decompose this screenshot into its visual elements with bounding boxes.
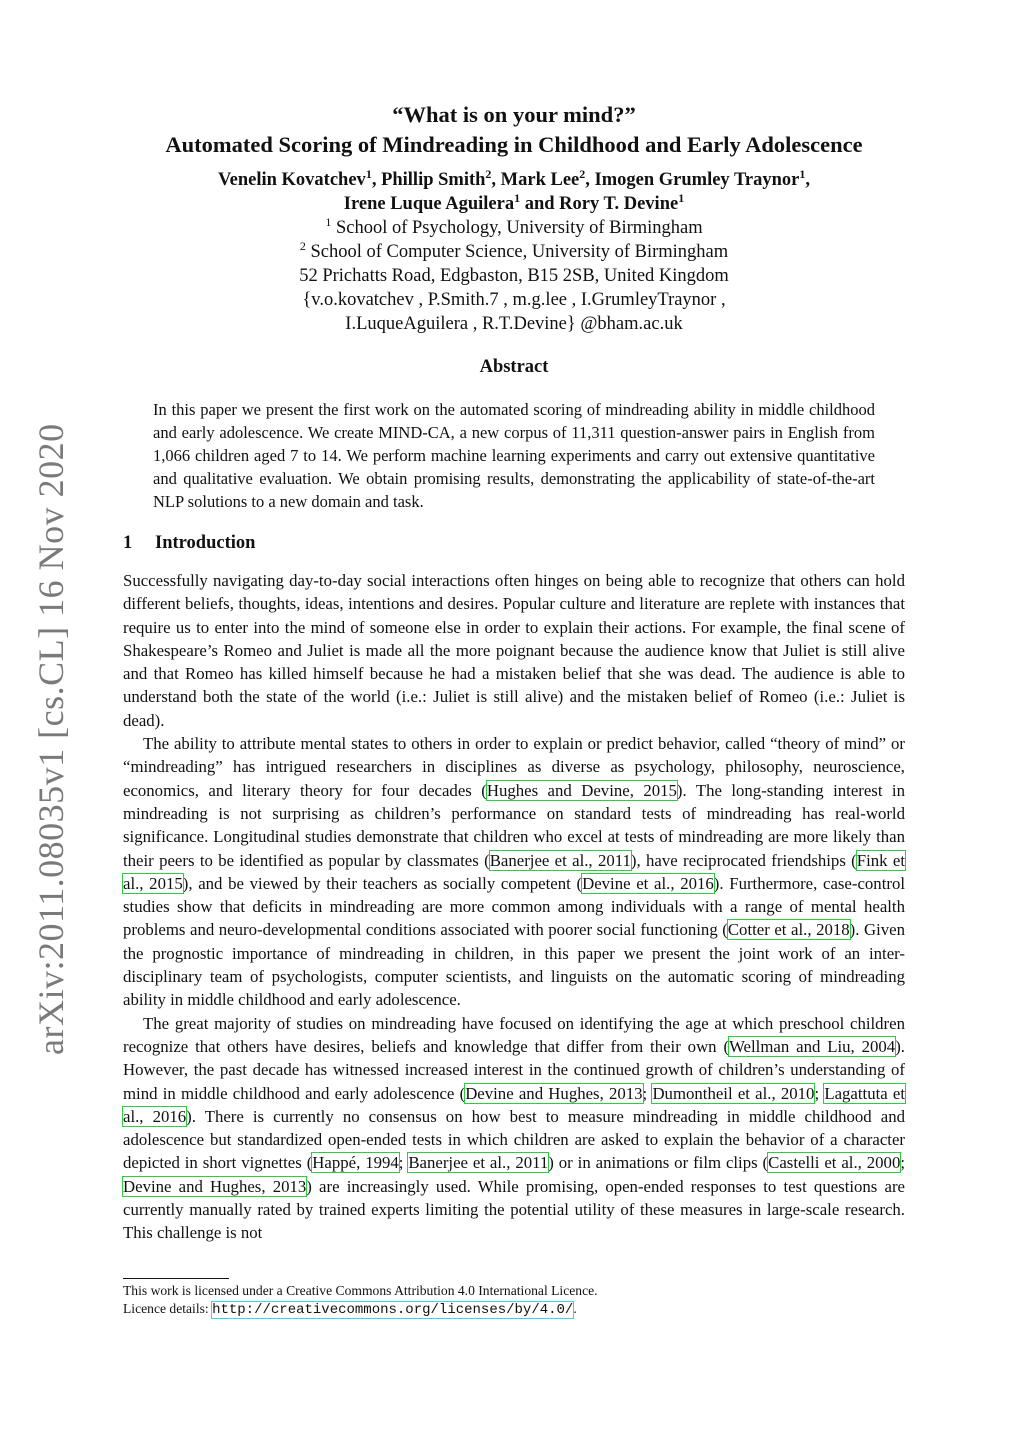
paragraph: Successfully navigating day-to-day social interactions often hinges on being able to recognize that others can hold different beliefs, thoughts, ideas, intentions and desires. Popular culture and literature are replete with instances that require us to enter into the mind of someone else in order to explain their actions. For example, the final scene of Shakespeare’s Romeo and Juliet is made all the more poignant because the audience know that Juliet is still alive and that Romeo has killed himself because he had a mistaken belief that she was dead. The audience is able to understand both the state of the world (i.e.: Juliet is still alive) and the mistaken belief of Romeo (i.e.: Juliet is dead).	[123, 571, 905, 730]
text-run: ;	[814, 1083, 825, 1103]
section-number: 1	[123, 533, 133, 553]
text-run: ). Furthermore, case-control studies show that deficits in mindreading are more common among individuals with a range of mental health problems and neuro-developmental conditions associated with poorer social functioning (	[123, 873, 905, 940]
affiliations	[123, 216, 905, 336]
affiliation-marker: 2	[579, 166, 586, 181]
citation-link[interactable]: Banerjee et al., 2011	[489, 850, 631, 870]
separator: and	[520, 194, 560, 214]
footnotes	[123, 1282, 905, 1319]
text-run: ). Given the prognostic importance of mindreading in children, in this paper we present the joint work of an inter-disciplinary team of psychologists, computer scientists, and linguists on the automatic scoring of mindreading ability in middle childhood and early adolescence.	[123, 920, 905, 1010]
text-run: ;	[398, 1153, 409, 1173]
text-run: The great majority of studies on mindreading have focused on identifying the age at which preschool children recognize that others have desires, beliefs and knowledge that differ from their own (	[123, 1013, 905, 1056]
title-line-1: “What is on your mind?”	[392, 102, 636, 127]
address-line: 52 Prichatts Road, Edgbaston, B15 2SB, United Kingdom	[299, 266, 729, 286]
text-run: The ability to attribute mental states to others in order to explain or predict behavior, called “theory of mind” or “mindreading” has intrigued researchers in disciplines as diverse as psychology, philosophy, neuroscience, economics, and literary theory for four decades (	[123, 734, 905, 800]
arxiv-identifier: arXiv:2011.08035v1 [cs.CL] 16 Nov 2020	[31, 423, 71, 1055]
affiliation-line	[123, 240, 905, 264]
text-run: ), have reciprocated friendships (	[630, 850, 857, 870]
affiliation-marker: 2	[299, 238, 306, 253]
text-run: ;	[642, 1083, 653, 1103]
footnote-punct: .	[573, 1301, 577, 1316]
citation-link[interactable]: Devine and Hughes, 2013	[465, 1083, 643, 1103]
email-line: {v.o.kovatchev , P.Smith.7 , m.g.lee , I.GrumleyTraynor ,	[302, 290, 726, 310]
footnote-label: Licence details:	[123, 1301, 213, 1316]
affiliation-text: School of Computer Science, University of Birmingham	[305, 242, 729, 262]
affiliation-marker: 2	[485, 166, 492, 181]
text-run: ) or in animations or film clips (	[548, 1153, 769, 1173]
affiliation-text: School of Psychology, University of Birmingham	[331, 218, 703, 238]
author-list	[123, 168, 905, 216]
section-title: Introduction	[155, 533, 256, 553]
citation-link[interactable]: Devine and Hughes, 2013	[123, 1176, 307, 1196]
author-name: Irene Luque Aguilera	[343, 194, 515, 214]
license-url-link[interactable]: http://creativecommons.org/licenses/by/4.0/	[212, 1302, 574, 1318]
text-run: ), and be viewed by their teachers as socially competent (	[182, 873, 583, 893]
affiliation-marker: 1	[514, 190, 521, 205]
citation-link[interactable]: Lagattuta et al., 2016	[123, 1083, 906, 1126]
body-text	[123, 569, 905, 1245]
text-run: ). There is currently no consensus on how best to measure mindreading in middle childhood and adolescence but standardized open-ended tests in which children are asked to explain the behavior of a character depicted in short vignettes (	[123, 1106, 905, 1173]
author-name: Imogen Grumley Traynor	[594, 170, 800, 190]
license-footnote: This work is licensed under a Creative Commons Attribution 4.0 International Licence.	[123, 1283, 598, 1298]
citation-link[interactable]: Cotter et al., 2018	[727, 920, 850, 940]
title-block	[123, 100, 905, 336]
affiliation-line	[123, 216, 905, 240]
citation-link[interactable]: Happé, 1994	[312, 1153, 399, 1173]
separator: ,	[371, 170, 382, 190]
separator: ,	[805, 170, 811, 190]
author-name: Mark Lee	[500, 170, 580, 190]
author-name: Phillip Smith	[381, 170, 486, 190]
text-run: ;	[900, 1153, 906, 1173]
text-run: ). However, the past decade has witnessed increased interest in the continued growth of children’s understanding of mind in middle childhood and early adolescence (	[123, 1036, 905, 1103]
license-details-footnote	[123, 1300, 905, 1319]
abstract-heading: Abstract	[479, 357, 549, 377]
citation-link[interactable]: Wellman and Liu, 2004	[729, 1036, 896, 1056]
separator: ,	[491, 170, 501, 190]
text-run: ). The long-standing interest in mindreading is not surprising as children’s performance on standard tests of mindreading has real-world significance. Longitudinal studies demonstrate that children who excel at tests of mindreading are more likely than their peers to be identified as popular by classmates (	[123, 780, 905, 870]
affiliation-marker: 1	[678, 190, 685, 205]
citation-link[interactable]: Hughes and Devine, 2015	[486, 780, 677, 800]
paper-title	[123, 100, 905, 160]
citation-link[interactable]: Devine et al., 2016	[582, 873, 714, 893]
footnote-rule	[123, 1278, 229, 1279]
abstract-text: In this paper we present the first work on the automated scoring of mindreading ability in middle childhood and early adolescence. We create MIND-CA, a new corpus of 11,311 question-answer pairs in English from 1,066 children aged 7 to 14. We perform machine learning experiments and carry out extensive quantitative and qualitative evaluation. We obtain promising results, demonstrating the applicability of state-of-the-art NLP solutions to a new domain and task.	[153, 400, 875, 511]
citation-link[interactable]: Dumontheil et al., 2010	[652, 1083, 815, 1103]
author-name: Venelin Kovatchev	[217, 170, 366, 190]
email-line: I.LuqueAguilera , R.T.Devine} @bham.ac.uk	[345, 314, 683, 334]
affiliation-marker: 1	[799, 166, 806, 181]
citation-link[interactable]: Castelli et al., 2000	[768, 1153, 901, 1173]
citation-link[interactable]: Fink et al., 2015	[123, 850, 906, 893]
paragraph	[123, 732, 905, 1012]
paragraph	[123, 1012, 905, 1245]
affiliation-marker: 1	[325, 214, 332, 229]
affiliation-marker: 1	[365, 166, 372, 181]
text-run: ) are increasingly used. While promising, open-ended responses to test questions are currently manually rated by trained experts limiting the potential utility of these measures in large-scale research. This challenge is not	[123, 1176, 905, 1243]
author-name: Rory T. Devine	[559, 194, 679, 214]
citation-link[interactable]: Banerjee et al., 2011	[408, 1153, 549, 1173]
separator: ,	[585, 170, 595, 190]
title-line-2: Automated Scoring of Mindreading in Childhood and Early Adolescence	[165, 132, 863, 157]
section-heading	[123, 533, 255, 554]
